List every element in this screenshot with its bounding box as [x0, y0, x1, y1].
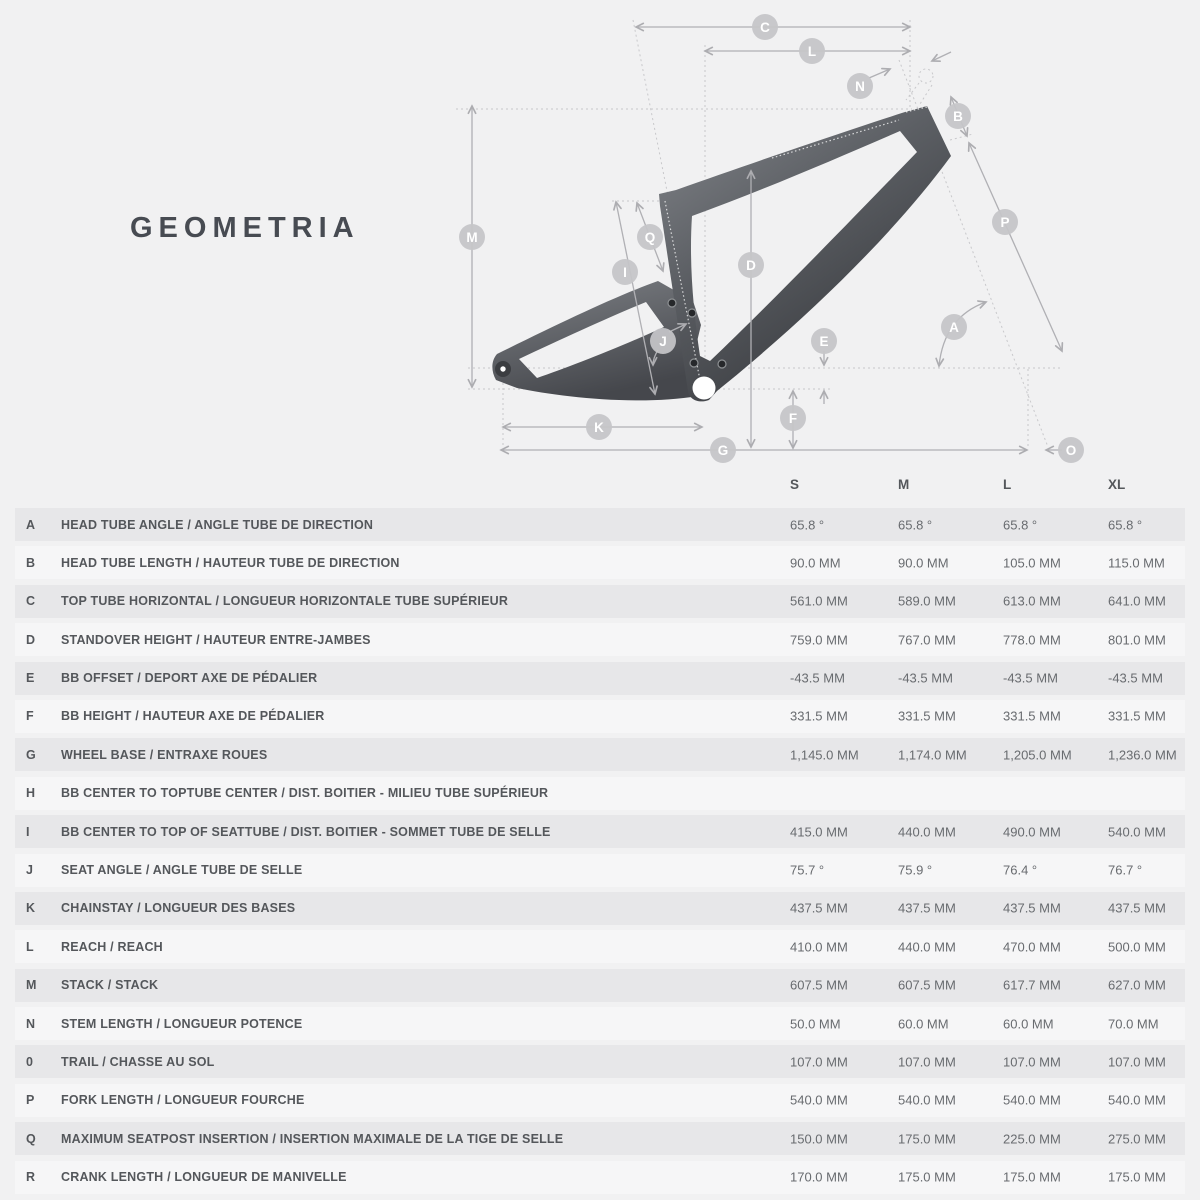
value-s: 540.0 MM	[790, 1092, 848, 1108]
row-label: STANDOVER HEIGHT / HAUTEUR ENTRE-JAMBES	[61, 632, 371, 647]
value-s: 759.0 MM	[790, 632, 848, 648]
value-xl: 275.0 MM	[1108, 1131, 1166, 1147]
row-letter: I	[26, 824, 30, 839]
value-xl: 540.0 MM	[1108, 1092, 1166, 1108]
row-label: SEAT ANGLE / ANGLE TUBE DE SELLE	[61, 863, 303, 878]
marker-k	[586, 414, 612, 440]
bottom-bracket	[693, 377, 716, 400]
value-m: 75.9 °	[898, 862, 933, 878]
marker-c	[752, 14, 778, 40]
value-m: 60.0 MM	[898, 1016, 949, 1032]
value-xl: 115.0 MM	[1108, 555, 1165, 571]
value-xl: -43.5 MM	[1108, 670, 1163, 686]
svg-text:P: P	[1000, 215, 1010, 230]
svg-text:D: D	[746, 258, 756, 273]
svg-text:Q: Q	[644, 230, 656, 245]
table-row	[15, 585, 1185, 618]
row-label: BB CENTER TO TOPTUBE CENTER / DIST. BOITIER - MILIEU TUBE SUPÉRIEUR	[61, 786, 549, 801]
value-l: 490.0 MM	[1003, 824, 1061, 840]
row-label: TOP TUBE HORIZONTAL / LONGUEUR HORIZONTALE TUBE SUPÉRIEUR	[61, 594, 509, 609]
row-letter: N	[26, 1016, 36, 1031]
row-label: STEM LENGTH / LONGUEUR POTENCE	[61, 1016, 303, 1031]
table-row	[15, 700, 1185, 733]
marker-p	[992, 209, 1018, 235]
table-rows	[15, 508, 1185, 1194]
value-s: 561.0 MM	[790, 593, 848, 609]
svg-text:M: M	[466, 230, 478, 245]
value-m: 175.0 MM	[898, 1169, 956, 1185]
marker-q	[637, 224, 663, 250]
value-xl: 107.0 MM	[1108, 1054, 1166, 1070]
bike-frame-illustration	[492, 106, 951, 401]
svg-text:L: L	[807, 44, 817, 59]
row-letter: P	[26, 1093, 35, 1108]
row-letter: 0	[26, 1054, 33, 1069]
value-l: 225.0 MM	[1003, 1131, 1061, 1147]
value-l: 1,205.0 MM	[1003, 747, 1072, 763]
marker-n	[847, 73, 873, 99]
size-header-s: S	[790, 477, 800, 492]
row-label: CHAINSTAY / LONGUEUR DES BASES	[61, 901, 296, 916]
marker-e	[811, 328, 837, 354]
row-letter: J	[26, 863, 33, 878]
row-letter: D	[26, 632, 36, 647]
row-letter: E	[26, 671, 35, 686]
value-xl: 540.0 MM	[1108, 824, 1166, 840]
svg-text:E: E	[819, 334, 829, 349]
value-xl: 500.0 MM	[1108, 939, 1166, 955]
row-letter: L	[26, 939, 34, 954]
table-row	[15, 892, 1185, 925]
value-l: -43.5 MM	[1003, 670, 1058, 686]
value-s: 50.0 MM	[790, 1016, 841, 1032]
value-m: 607.5 MM	[898, 977, 956, 993]
row-letter: G	[26, 747, 36, 762]
value-xl: 175.0 MM	[1108, 1169, 1166, 1185]
value-l: 470.0 MM	[1003, 939, 1061, 955]
marker-a	[941, 314, 967, 340]
value-s: 90.0 MM	[790, 555, 841, 571]
dimension-markers	[459, 14, 1084, 463]
row-label: WHEEL BASE / ENTRAXE ROUES	[61, 747, 268, 762]
marker-m	[459, 224, 485, 250]
row-letter: M	[26, 978, 37, 993]
value-l: 105.0 MM	[1003, 555, 1061, 571]
value-l: 617.7 MM	[1003, 977, 1061, 993]
row-label: FORK LENGTH / LONGUEUR FOURCHE	[61, 1093, 305, 1108]
table-row	[15, 662, 1185, 695]
value-s: 150.0 MM	[790, 1131, 848, 1147]
row-label: HEAD TUBE ANGLE / ANGLE TUBE DE DIRECTION	[61, 517, 374, 532]
value-xl: 627.0 MM	[1108, 977, 1166, 993]
bike-geometry-diagram	[0, 0, 1200, 470]
value-s: 607.5 MM	[790, 977, 848, 993]
value-m: 589.0 MM	[898, 593, 956, 609]
value-m: 440.0 MM	[898, 939, 956, 955]
size-header-l: L	[1003, 477, 1012, 492]
value-s: 437.5 MM	[790, 900, 848, 916]
table-row	[15, 1045, 1185, 1078]
marker-j	[650, 328, 676, 354]
size-header-m: M	[898, 477, 910, 492]
row-letter: K	[26, 901, 36, 916]
svg-text:G: G	[717, 443, 729, 458]
value-l: 175.0 MM	[1003, 1169, 1061, 1185]
value-s: 75.7 °	[790, 862, 825, 878]
value-l: 76.4 °	[1003, 862, 1038, 878]
value-xl: 76.7 °	[1108, 862, 1143, 878]
size-header-row	[15, 470, 1185, 508]
table-row	[15, 969, 1185, 1002]
marker-f	[780, 405, 806, 431]
svg-text:O: O	[1065, 443, 1077, 458]
value-s: 1,145.0 MM	[790, 747, 859, 763]
value-l: 613.0 MM	[1003, 593, 1061, 609]
svg-text:B: B	[953, 109, 963, 124]
svg-text:F: F	[788, 411, 798, 426]
table-row	[15, 508, 1185, 541]
marker-o	[1058, 437, 1084, 463]
table-row	[15, 1122, 1185, 1155]
table-row	[15, 815, 1185, 848]
value-m: 540.0 MM	[898, 1092, 956, 1108]
svg-text:A: A	[949, 320, 959, 335]
value-m: -43.5 MM	[898, 670, 953, 686]
row-letter: Q	[26, 1131, 36, 1146]
value-s: 415.0 MM	[790, 824, 848, 840]
value-xl: 801.0 MM	[1108, 632, 1166, 648]
row-label: HEAD TUBE LENGTH / HAUTEUR TUBE DE DIRECTION	[61, 555, 400, 570]
value-s: -43.5 MM	[790, 670, 845, 686]
marker-b	[945, 103, 971, 129]
value-m: 331.5 MM	[898, 708, 956, 724]
page-title: GEOMETRIA	[130, 212, 360, 244]
value-m: 107.0 MM	[898, 1054, 956, 1070]
marker-l	[799, 38, 825, 64]
value-m: 175.0 MM	[898, 1131, 956, 1147]
value-m: 767.0 MM	[898, 632, 956, 648]
table-row	[15, 623, 1185, 656]
svg-text:C: C	[760, 20, 770, 35]
svg-text:K: K	[594, 420, 604, 435]
svg-text:N: N	[855, 79, 865, 94]
row-label: CRANK LENGTH / LONGUEUR DE MANIVELLE	[61, 1170, 347, 1185]
row-label: MAXIMUM SEATPOST INSERTION / INSERTION MAXIMALE DE LA TIGE DE SELLE	[61, 1131, 564, 1146]
value-s: 331.5 MM	[790, 708, 848, 724]
marker-i	[612, 259, 638, 285]
row-letter: C	[26, 594, 36, 609]
svg-text:J: J	[659, 334, 667, 349]
stem-clamp-outline	[919, 69, 933, 83]
row-letter: A	[26, 517, 36, 532]
value-l: 331.5 MM	[1003, 708, 1061, 724]
row-letter: R	[26, 1170, 36, 1185]
table-row	[15, 1161, 1185, 1194]
value-l: 60.0 MM	[1003, 1016, 1054, 1032]
value-l: 540.0 MM	[1003, 1092, 1061, 1108]
table-row	[15, 1007, 1185, 1040]
row-label: STACK / STACK	[61, 978, 159, 993]
value-xl: 331.5 MM	[1108, 708, 1166, 724]
value-l: 437.5 MM	[1003, 900, 1061, 916]
size-header-xl: XL	[1108, 477, 1126, 492]
value-xl: 1,236.0 MM	[1108, 747, 1177, 763]
table-row	[15, 777, 1185, 810]
value-xl: 70.0 MM	[1108, 1016, 1159, 1032]
row-letter: H	[26, 786, 36, 801]
marker-g	[710, 437, 736, 463]
value-s: 65.8 °	[790, 517, 825, 532]
rear-axle-center	[500, 366, 505, 371]
value-m: 90.0 MM	[898, 555, 949, 571]
value-xl: 641.0 MM	[1108, 593, 1166, 609]
row-label: TRAIL / CHASSE AU SOL	[61, 1054, 215, 1069]
value-m: 65.8 °	[898, 517, 933, 532]
svg-text:I: I	[623, 265, 627, 280]
value-xl: 437.5 MM	[1108, 900, 1166, 916]
value-l: 778.0 MM	[1003, 632, 1061, 648]
value-l: 65.8 °	[1003, 517, 1038, 532]
table-row	[15, 930, 1185, 963]
row-label: BB CENTER TO TOP OF SEATTUBE / DIST. BOITIER - SOMMET TUBE DE SELLE	[61, 824, 551, 839]
row-label: BB OFFSET / DEPORT AXE DE PÉDALIER	[61, 671, 318, 686]
value-s: 107.0 MM	[790, 1054, 848, 1070]
value-s: 170.0 MM	[790, 1169, 848, 1185]
table-row	[15, 738, 1185, 771]
row-letter: F	[26, 709, 34, 724]
value-m: 437.5 MM	[898, 900, 956, 916]
row-label: REACH / REACH	[61, 939, 163, 954]
row-label: BB HEIGHT / HAUTEUR AXE DE PÉDALIER	[61, 709, 325, 724]
value-m: 440.0 MM	[898, 824, 956, 840]
front-triangle	[659, 106, 951, 401]
row-letter: B	[26, 555, 36, 570]
value-xl: 65.8 °	[1108, 517, 1143, 532]
table-row	[15, 854, 1185, 887]
table-row	[15, 546, 1185, 579]
value-s: 410.0 MM	[790, 939, 848, 955]
value-l: 107.0 MM	[1003, 1054, 1061, 1070]
value-m: 1,174.0 MM	[898, 747, 967, 763]
marker-d	[738, 252, 764, 278]
geometry-table	[15, 470, 1185, 1199]
table-row	[15, 1084, 1185, 1117]
